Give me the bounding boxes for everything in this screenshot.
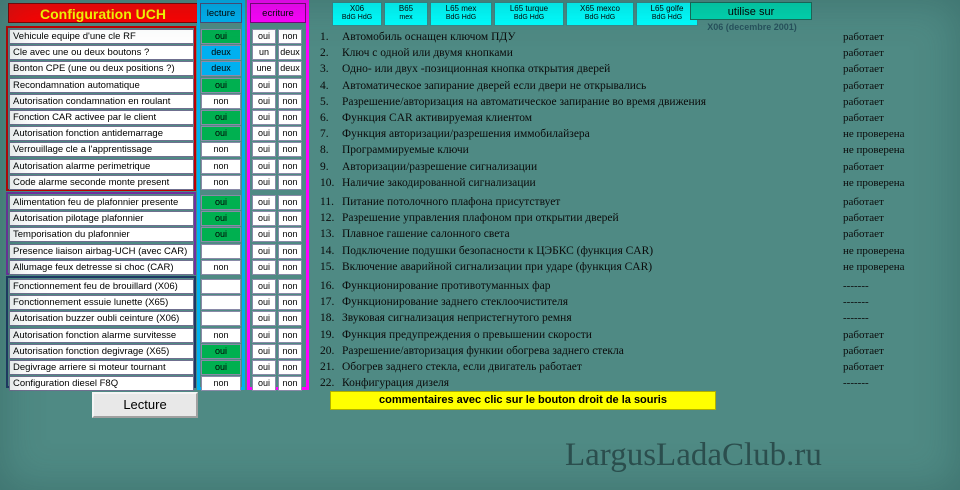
ecriture-non-button[interactable]: non xyxy=(278,328,302,343)
status-value: работает xyxy=(843,196,884,208)
ecriture-oui-button[interactable]: oui xyxy=(252,211,276,226)
lecture-value: non xyxy=(201,175,241,190)
status-value: работает xyxy=(843,31,884,43)
config-row-label: Autorisation fonction alarme survitesse xyxy=(9,328,194,343)
description-number: 10. xyxy=(320,176,335,189)
lecture-value: oui xyxy=(201,110,241,125)
ecriture-non-button[interactable]: non xyxy=(278,260,302,275)
lecture-value: oui xyxy=(201,195,241,210)
lecture-value: oui xyxy=(201,227,241,242)
column-header-lecture: lecture xyxy=(200,3,242,23)
status-value: работает xyxy=(843,95,884,108)
description-number: 11. xyxy=(320,196,334,208)
ecriture-non-button[interactable]: non xyxy=(278,142,302,157)
utilise-sur-sublabel: X06 (decembre 2001) xyxy=(707,22,797,32)
ecriture-oui-button[interactable]: oui xyxy=(252,110,276,125)
ecriture-non-button[interactable]: non xyxy=(278,78,302,93)
description-text: Обогрев заднего стекла, если двигатель работает xyxy=(342,361,582,373)
config-row-label: Presence liaison airbag-UCH (avec CAR) xyxy=(9,244,194,259)
config-row-label: Code alarme seconde monte present xyxy=(9,175,194,190)
ecriture-oui-button[interactable]: oui xyxy=(252,126,276,141)
config-row-label: Configuration diesel F8Q xyxy=(9,376,194,391)
description-number: 18. xyxy=(320,312,335,325)
description-text: Авторизации/разрешение сигнализации xyxy=(342,160,538,173)
utilise-sur-label: utilise sur xyxy=(690,2,812,20)
lecture-value xyxy=(201,244,241,259)
description-text: Разрешение/авторизация функии обогрева заднего стекла xyxy=(342,344,624,357)
description-text: Разрешение управления плафоном при открытии дверей xyxy=(342,212,619,225)
description-number: 1. xyxy=(320,31,329,43)
ecriture-oui-button[interactable]: oui xyxy=(252,295,276,310)
lecture-value: non xyxy=(201,142,241,157)
ecriture-non-button[interactable]: non xyxy=(278,311,302,326)
config-row-label: Autorisation fonction degivrage (X65) xyxy=(9,344,194,359)
column-header-ecriture: ecriture xyxy=(250,3,306,23)
ecriture-non-button[interactable]: non xyxy=(278,279,302,294)
description-number: 2. xyxy=(320,47,329,60)
description-number: 22. xyxy=(320,377,335,390)
status-value: ------- xyxy=(843,296,869,309)
description-text: Разрешение/авторизация на автоматическое запирание во время движения xyxy=(342,95,707,108)
description-text: Плавное гашение салонного света xyxy=(342,228,510,241)
description-text: Наличие закодированной сигнализации xyxy=(342,176,536,189)
ecriture-oui-button[interactable]: oui xyxy=(252,227,276,242)
description-number: 14. xyxy=(320,244,335,257)
description-number: 8. xyxy=(320,144,329,157)
comment-hint-bar: commentaires avec clic sur le bouton droit de la souris xyxy=(330,391,716,410)
ecriture-non-button[interactable]: non xyxy=(278,360,302,375)
description-text: Ключ с одной или двумя кнопками xyxy=(342,47,513,60)
status-value: не проверена xyxy=(843,176,905,189)
status-value: ------- xyxy=(843,280,869,292)
ecriture-non-button[interactable]: non xyxy=(278,110,302,125)
config-row-label: Autorisation condamnation en roulant xyxy=(9,94,194,109)
ecriture-non-button[interactable]: non xyxy=(278,159,302,174)
lecture-value: non xyxy=(201,260,241,275)
description-number: 15. xyxy=(320,260,335,273)
lecture-value xyxy=(201,311,241,326)
lecture-value: oui xyxy=(201,344,241,359)
description-text: Одно- или двух -позиционная кнопка открытия дверей xyxy=(342,63,611,76)
description-number: 17. xyxy=(320,296,335,309)
description-number: 4. xyxy=(320,79,329,92)
model-header-b65: B65 mex xyxy=(384,2,428,26)
description-number: 19. xyxy=(320,328,335,341)
config-row-label: Verrouillage cle a l'apprentissage xyxy=(9,142,194,157)
ecriture-oui-button[interactable]: oui xyxy=(252,311,276,326)
description-number: 13. xyxy=(320,228,335,241)
description-number: 16. xyxy=(320,280,335,292)
description-text: Автомобиль оснащен ключом ПДУ xyxy=(342,31,516,43)
description-text: Конфигурация дизеля xyxy=(342,377,450,390)
lecture-value: deux xyxy=(201,45,241,60)
description-number: 12. xyxy=(320,212,335,225)
config-row-label: Temporisation du plafonnier xyxy=(9,227,194,242)
ecriture-oui-button[interactable]: oui xyxy=(252,175,276,190)
lecture-value: oui xyxy=(201,29,241,44)
ecriture-non-button[interactable]: non xyxy=(278,227,302,242)
page-title: Configuration UCH xyxy=(8,3,198,23)
status-value: не проверена xyxy=(843,260,905,273)
description-text: Функционирование противотуманных фар xyxy=(342,280,551,292)
lecture-value: oui xyxy=(201,211,241,226)
description-number: 20. xyxy=(320,344,335,357)
description-text: Функция CAR активируемая клиентом xyxy=(342,112,533,124)
lecture-value: oui xyxy=(201,360,241,375)
status-value: работает xyxy=(843,79,884,92)
config-row-label: Bonton CPE (une ou deux positions ?) xyxy=(9,61,194,76)
description-number: 3. xyxy=(320,63,329,76)
ecriture-deux-button[interactable]: deux xyxy=(278,61,302,76)
ecriture-une-button[interactable]: une xyxy=(252,61,276,76)
ecriture-oui-button[interactable]: oui xyxy=(252,195,276,210)
ecriture-oui-button[interactable]: oui xyxy=(252,260,276,275)
lecture-value xyxy=(201,295,241,310)
description-text: Автоматическое запирание дверей если двери не открывались xyxy=(342,79,647,92)
ecriture-oui-button[interactable]: oui xyxy=(252,328,276,343)
description-number: 7. xyxy=(320,128,329,141)
description-text: Включение аварийной сигнализации при ударе (функция CAR) xyxy=(342,260,653,273)
description-number: 5. xyxy=(320,95,329,108)
model-header-l65-mex: L65 mex BdG HdG xyxy=(430,2,492,26)
ecriture-non-button[interactable]: non xyxy=(278,126,302,141)
ecriture-oui-button[interactable]: oui xyxy=(252,244,276,259)
lecture-value: non xyxy=(201,94,241,109)
ecriture-non-button[interactable]: non xyxy=(278,295,302,310)
status-value: работает xyxy=(843,47,884,60)
ecriture-non-button[interactable]: non xyxy=(278,344,302,359)
ecriture-oui-button[interactable]: oui xyxy=(252,376,276,391)
ecriture-oui-button[interactable]: oui xyxy=(252,159,276,174)
status-value: работает xyxy=(843,212,884,225)
status-value: ------- xyxy=(843,377,869,390)
config-row-label: Cle avec une ou deux boutons ? xyxy=(9,45,194,60)
ecriture-oui-button[interactable]: oui xyxy=(252,29,276,44)
model-header-l65-turque: L65 turque BdG HdG xyxy=(494,2,564,26)
config-row-label: Autorisation pilotage plafonnier xyxy=(9,211,194,226)
ecriture-oui-button[interactable]: oui xyxy=(252,279,276,294)
status-value: работает xyxy=(843,112,884,124)
description-text: Функция авторизации/разрешения иммобилайзера xyxy=(342,128,590,141)
ecriture-non-button[interactable]: non xyxy=(278,94,302,109)
lecture-value xyxy=(201,279,241,294)
description-text: Звуковая сигнализация непристегнутого ремня xyxy=(342,312,572,325)
model-header-x06: X06 BdG HdG xyxy=(332,2,382,26)
read-button[interactable]: Lecture xyxy=(92,392,198,418)
lecture-value: non xyxy=(201,328,241,343)
ecriture-non-button[interactable]: non xyxy=(278,175,302,190)
description-text: Программируемые ключи xyxy=(342,144,469,157)
config-row-label: Autorisation alarme perimetrique xyxy=(9,159,194,174)
description-text: Функция предупреждения о превышении скорости xyxy=(342,328,592,341)
status-value: работает xyxy=(843,63,884,76)
status-value: не проверена xyxy=(843,144,905,157)
ecriture-non-button[interactable]: non xyxy=(278,244,302,259)
ecriture-non-button[interactable]: non xyxy=(278,195,302,210)
config-row-label: Fonctionnement feu de brouillard (X06) xyxy=(9,279,194,294)
status-value: ------- xyxy=(843,312,869,325)
lecture-value: oui xyxy=(201,126,241,141)
description-text: Функционирование заднего стеклоочистителя xyxy=(342,296,569,309)
ecriture-oui-button[interactable]: oui xyxy=(252,142,276,157)
lecture-value: oui xyxy=(201,78,241,93)
model-header-x65-mexco: X65 mexco BdG HdG xyxy=(566,2,634,26)
config-row-label: Vehicule equipe d'une cle RF xyxy=(9,29,194,44)
ecriture-oui-button[interactable]: oui xyxy=(252,360,276,375)
ecriture-non-button[interactable]: non xyxy=(278,376,302,391)
config-row-label: Allumage feux detresse si choc (CAR) xyxy=(9,260,194,275)
status-value: не проверена xyxy=(843,128,905,141)
ecriture-non-button[interactable]: non xyxy=(278,211,302,226)
status-value: работает xyxy=(843,344,884,357)
description-text: Подключение подушки безопасности к ЦЭБКС (функция CAR) xyxy=(342,244,654,257)
description-number: 9. xyxy=(320,160,329,173)
config-row-label: Fonction CAR activee par le client xyxy=(9,110,194,125)
description-number: 6. xyxy=(320,112,329,124)
ecriture-non-button[interactable]: non xyxy=(278,29,302,44)
status-value: работает xyxy=(843,228,884,241)
config-row-label: Autorisation fonction antidemarrage xyxy=(9,126,194,141)
lecture-value: non xyxy=(201,376,241,391)
description-number: 21. xyxy=(320,361,335,373)
ecriture-oui-button[interactable]: oui xyxy=(252,78,276,93)
config-row-label: Fonctionnement essuie lunette (X65) xyxy=(9,295,194,310)
ecriture-oui-button[interactable]: oui xyxy=(252,344,276,359)
lecture-value: non xyxy=(201,159,241,174)
config-row-label: Autorisation buzzer oubli ceinture (X06) xyxy=(9,311,194,326)
status-value: не проверена xyxy=(843,244,905,257)
status-value: работает xyxy=(843,361,884,373)
config-row-label: Recondamnation automatique xyxy=(9,78,194,93)
status-value: работает xyxy=(843,160,884,173)
ecriture-deux-button[interactable]: deux xyxy=(278,45,302,60)
description-text: Питание потолочного плафона присутствует xyxy=(342,196,561,208)
ecriture-un-button[interactable]: un xyxy=(252,45,276,60)
config-row-label: Degivrage arriere si moteur tournant xyxy=(9,360,194,375)
lecture-value: deux xyxy=(201,61,241,76)
config-row-label: Alimentation feu de plafonnier presente xyxy=(9,195,194,210)
ecriture-oui-button[interactable]: oui xyxy=(252,94,276,109)
status-value: работает xyxy=(843,328,884,341)
model-header-l65-golfe: L65 golfe BdG HdG xyxy=(636,2,698,26)
watermark: LargusLadaClub.ru xyxy=(565,437,822,473)
